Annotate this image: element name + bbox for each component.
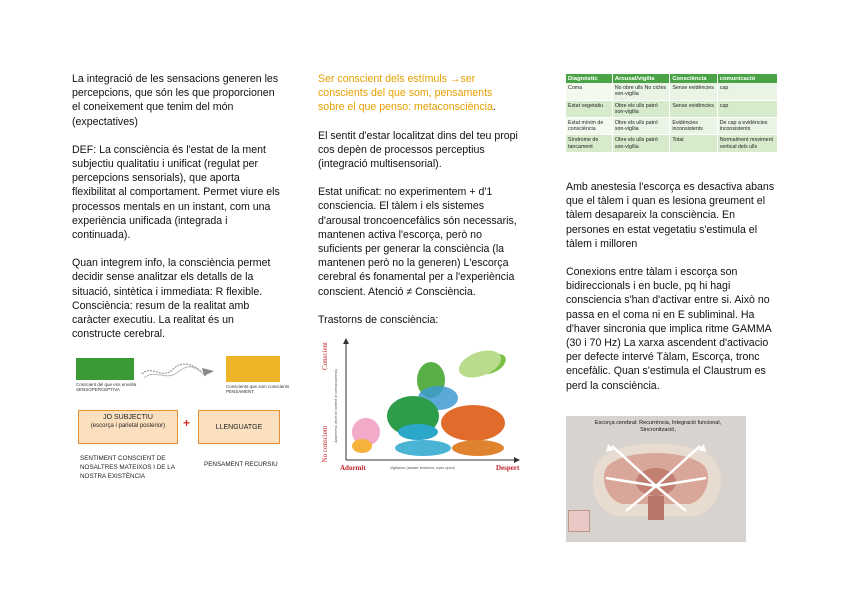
subjective-self-box [78,410,178,444]
yellow-box [226,356,280,382]
table-cell: Obre els ulls patró son-vigília [612,100,670,117]
x-axis-right-label: Despert [496,464,520,472]
diagnosis-table [566,74,778,153]
table-cell: cap [717,100,777,117]
consciousness-levels-figure [76,352,292,488]
brain-section-figure [566,416,746,542]
table-cell: De cap a evidències inconsistents [717,118,777,135]
paragraph-anesthesia: Amb anestesia l'escorça es desactiva abans que el tàlem i quan es lesiona greument el tàlem desapareix la consciència. En persones en estat vegetatiu s'estimula el tàlem i milloren [566,181,775,250]
table-cell: No obre ulls No cicles son-vigília [612,83,670,100]
table-row [566,135,778,152]
paragraph-unified-state: Estat unificat: no experimentem + d'1 consciencia. El tàlem i els sistemes d'arousal troncoencefàlics són necessaris, mantenen activa l'escorça, però no suficients per generar la consciència (la mantenen però no la generen) L'escorça cerebral és fonamental per a l'experiència conscient. Atenció ≠ Consciència. [318,186,517,298]
table-cell: Síndrome de tancament [566,135,612,152]
language-box: LLENGUATGE [198,410,280,444]
self-feeling-caption: SENTIMENT CONSCIENT DE NOSALTRES MATEIXOS I DE LA NOSTRA EXISTÈNCIA [80,455,175,480]
y-axis-label: Awareness (level of content of consciousness) [334,369,338,443]
recursive-thought-caption: PENSAMENT RECURSIU [204,461,278,468]
table-header: Consciència [670,74,717,83]
table-cell: cap [717,83,777,100]
y-axis-top-label: Conscient [321,342,329,370]
column-3 [566,180,778,407]
metaconsciousness-rest: ser conscients del que som, pensaments sobre el que penso: metaconsciència [318,73,493,114]
x-axis-left-label: Adormit [340,464,366,472]
table-row [566,100,778,117]
paragraph-metaconsciousness [318,72,518,115]
table-cell: Sense evidències [670,100,717,117]
table-row [566,118,778,135]
table-header: Diagnòstic [566,74,612,83]
brain-thumbnail [568,510,590,532]
brain-illustration-icon [566,416,746,542]
metaconsciousness-period: . [492,101,496,114]
wave-arrow-icon [140,360,220,382]
paragraph-definition: DEF: La consciència és l'estat de la ment subjectiu qualitatiu i unificat (regulat per percepcions sensorials), que aporta flexibilitat al comportament. Permet viure els processos mentals en un instant, com una experiència unificada (integrada i continuada). [72,143,280,242]
table-cell: Normalment moviment vertical dels ulls [717,135,777,152]
table-cell: Obre els ulls patró son-vigília [612,135,670,152]
paragraph-thalamocortical: Conexions entre tàlam i escorça son bidireccionals i en bucle, pq hi hagi consciencia s'han d'activar entre si. Això no passa en el coma ni en E subliminal. Ha d'haver sincronia que implica ritme GAMMA (30 i 70 Hz) La xarxa ascendent d'activacio per defecte intervé Tàlam, Escorça, tronc encefàlic. Quan s'estimula el Claustrum es perd la consciència. [566,266,772,392]
paragraph-body-location: El sentit d'estar localitzat dins del teu propi cos depèn de processos perceptius (integració multisensorial). [318,129,518,171]
y-axis-bottom-label: No conscient [321,425,329,463]
subjective-self-title: JO SUBJECTIU [103,414,153,421]
brain-caption: Escorça cerebral: Recurrència, Integració funcional, Sincronització, [594,420,722,433]
table-cell: Estat mínim de consciència [566,118,612,135]
table-header: comunicació [717,74,777,83]
table-header-row [566,74,778,83]
paragraph-integration: La integració de les sensacions generen les percepcions, que són les que proporcionen el coneixement que tenim del món (expectatives) [72,73,279,128]
table-cell: Sense evidències [670,83,717,100]
paragraph-info-integration: Quan integrem info, la consciència permet decidir sense analitzar els detalls de la situació, sintètica i immediata: R flexible. Consciència: resum de la realitat amb caràcter executiu. La realitat és un constructe cerebral. [72,257,271,341]
table-header: Arousal/vigília [612,74,670,83]
table-cell: Evidències inconsistents [670,118,717,135]
table-cell: Total [670,135,717,152]
table-row [566,83,778,100]
table-cell: Coma [566,83,612,100]
yellow-box-caption: Conscients que som conscients PENSAMENT [226,384,290,394]
consciousness-disorders-diagram [318,336,528,476]
table-cell: Obre els ulls patró son-vigília [612,118,670,135]
column-1 [72,72,280,355]
green-box-caption: Conscient del que ens envolta SENSOPERCEPTIVA [76,382,137,392]
paragraph-disorders-title: Trastorns de consciència: [318,313,439,326]
green-box [76,358,134,380]
plus-sign: + [183,416,191,430]
x-axis-label: Vigilance (awake behavior, eyes open) [390,466,455,470]
column-2 [318,72,518,341]
table-cell: Estat vegetatiu [566,100,612,117]
subjective-self-subtitle: (escorça i parietal posterior) [90,423,166,429]
metaconsciousness-lead: Ser conscient dels estímuls → [318,73,461,85]
